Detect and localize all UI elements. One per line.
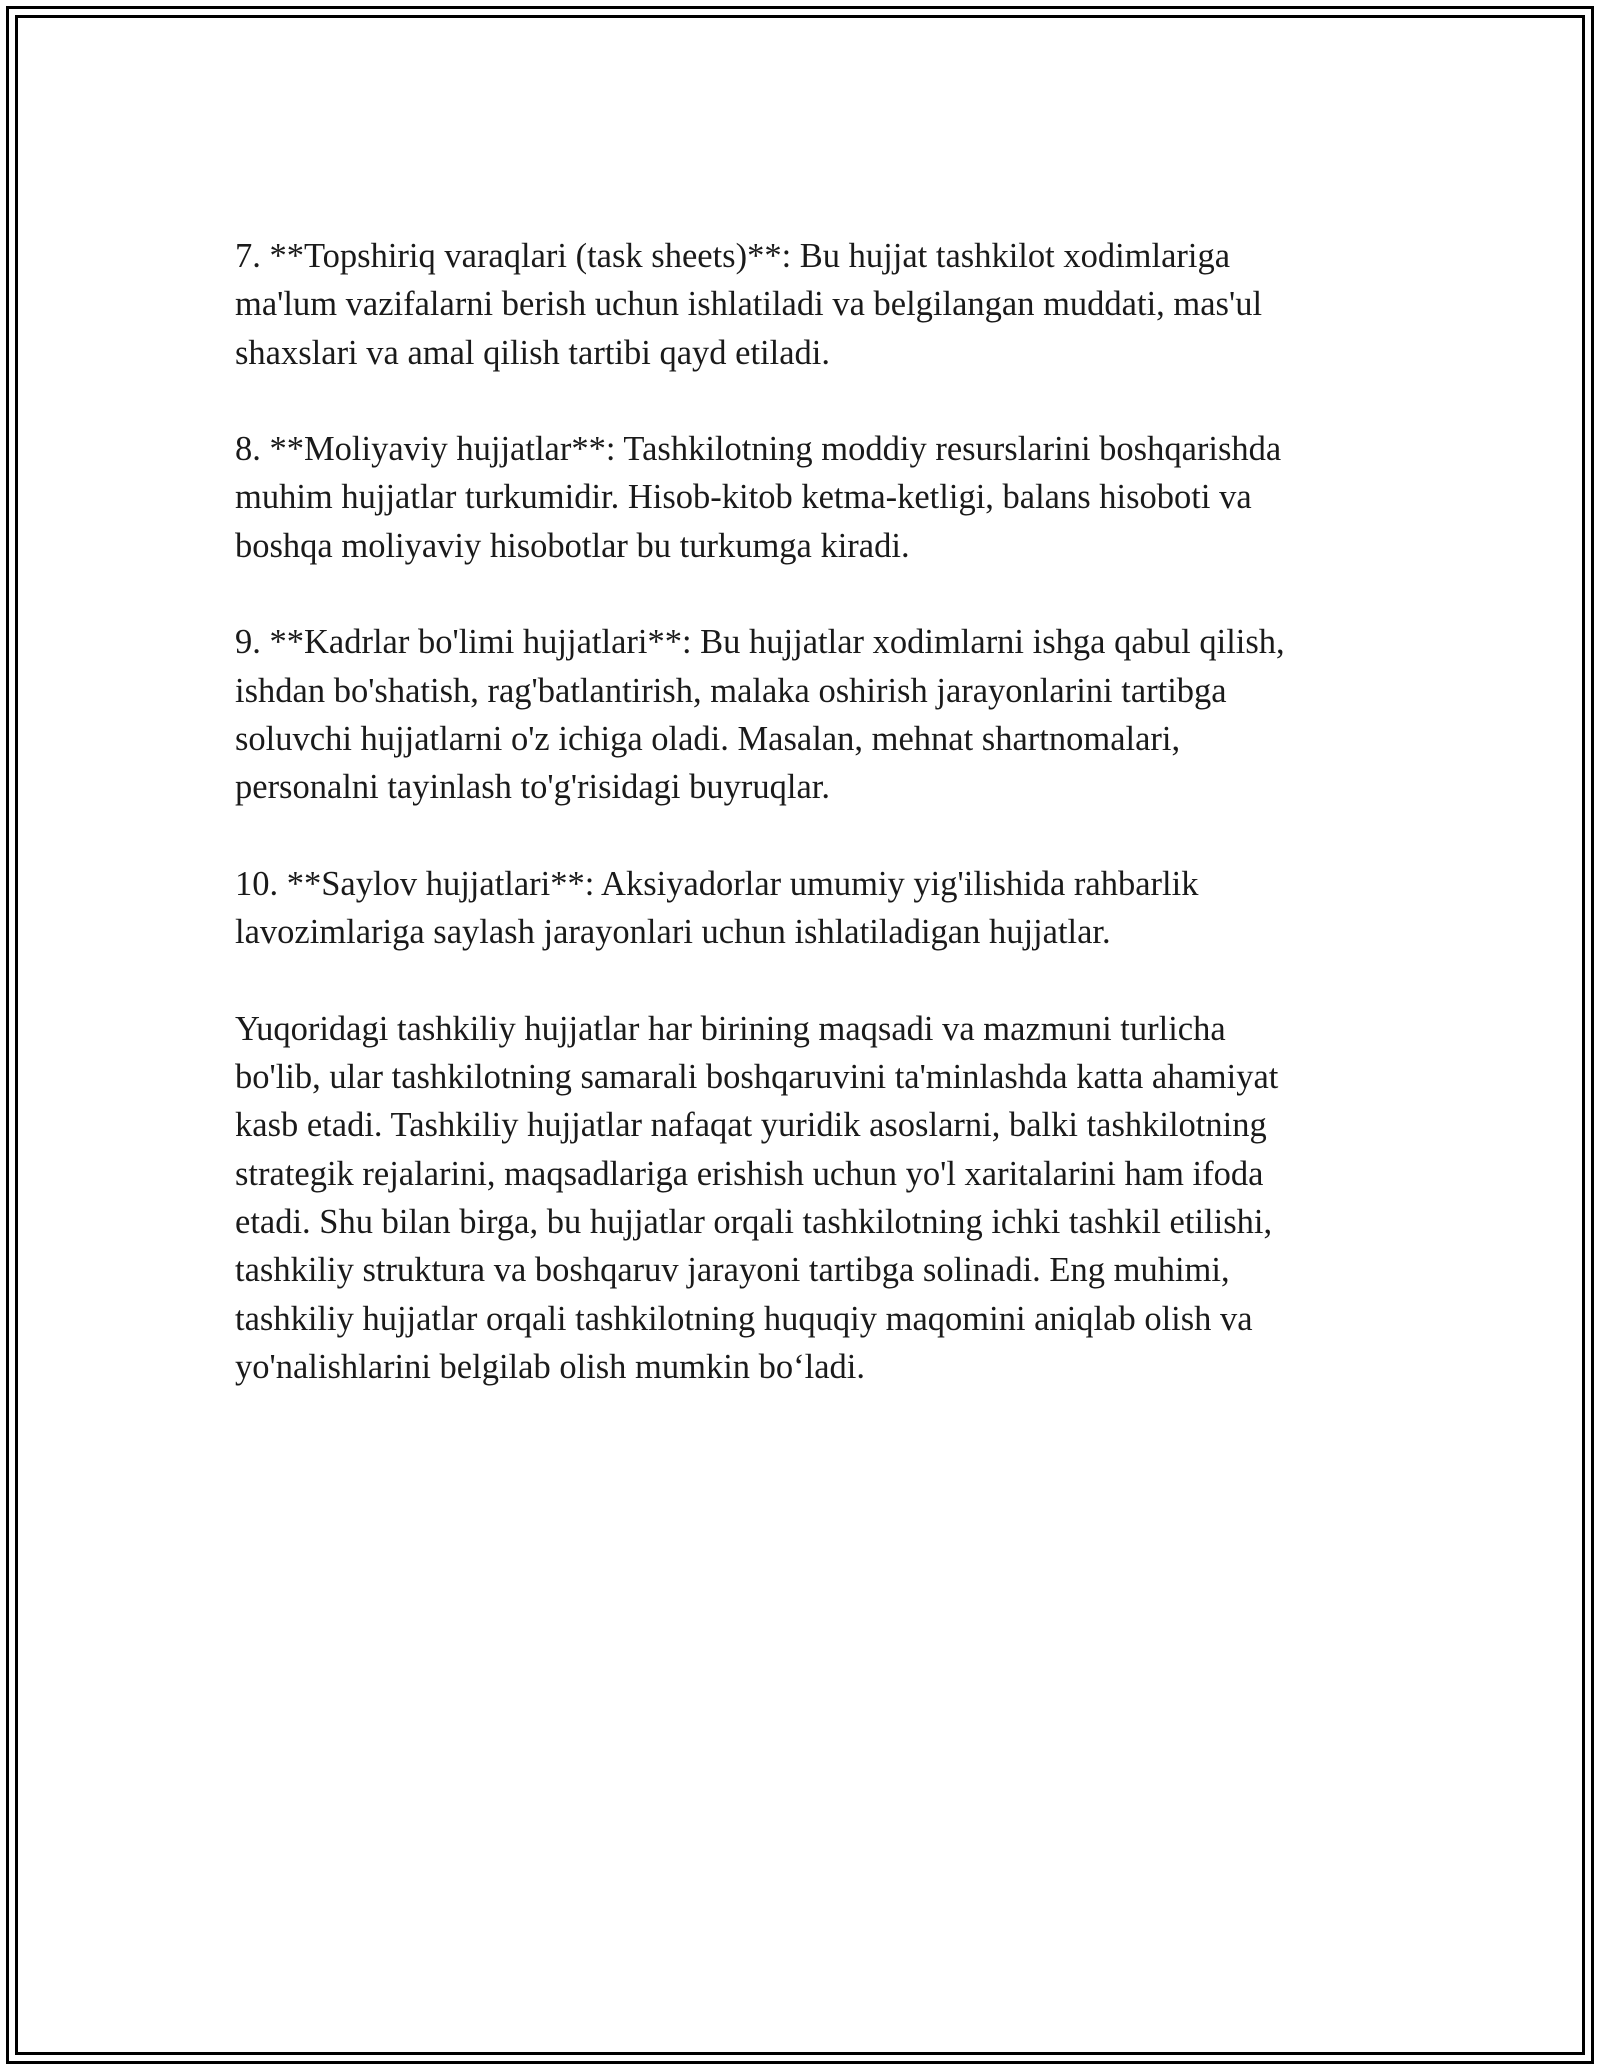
paragraph-financial-documents: 8. **Moliyaviy hujjatlar**: Tashkilotning moddiy resurslarini boshqarishda muhim hujjatlar turkumidir. Hisob-kitob ketma-ketligi, balans hisoboti va boshqa moliyaviy hisobotlar bu turkumga kiradi. [235,430,1282,565]
document-body [235,232,1365,1439]
paragraph-conclusion: Yuqoridagi tashkiliy hujjatlar har birining maqsadi va mazmuni turlicha bo'lib, ular tashkilotning samarali boshqaruvini ta'minlashda katta ahamiyat kasb etadi. Tashkiliy hujjatlar nafaqat yuridik asoslarni, balki tashkilotning strategik rejalarini, maqsadlariga erishish uchun yo'l xaritalarini ham ifoda etadi. Shu bilan birga, bu hujjatlar orqali tashkilotning ichki tashkil etilishi, tashkiliy struktura va boshqaruv jarayoni tartibga solinadi. Eng muhimi, tashkiliy hujjatlar orqali tashkilotning huquqiy maqomini aniqlab olish va yo'nalishlarini belgilab olish mumkin bo‘ladi. [235,1009,1279,1386]
paragraph-task-sheets: 7. **Topshiriq varaqlari (task sheets)**: Bu hujjat tashkilot xodimlariga ma'lum vazifalarni berish uchun ishlatiladi va belgilangan muddati, mas'ul shaxslari va amal qilish tartibi qayd etiladi. [235,237,1263,372]
paragraph-hr-documents: 9. **Kadrlar bo'limi hujjatlari**: Bu hujjatlar xodimlarni ishga qabul qilish, ishdan bo'shatish, rag'batlantirish, malaka oshirish jarayonlarini tartibga soluvchi hujjatlarni o'z ichiga oladi. Masalan, mehnat shartnomalari, personalni tayinlash to'g'risidagi buyruqlar. [235,623,1285,807]
paragraph-election-documents: 10. **Saylov hujjatlari**: Aksiyadorlar umumiy yig'ilishida rahbarlik lavozimlariga saylash jarayonlari uchun ishlatiladigan hujjatlar. [235,864,1199,952]
